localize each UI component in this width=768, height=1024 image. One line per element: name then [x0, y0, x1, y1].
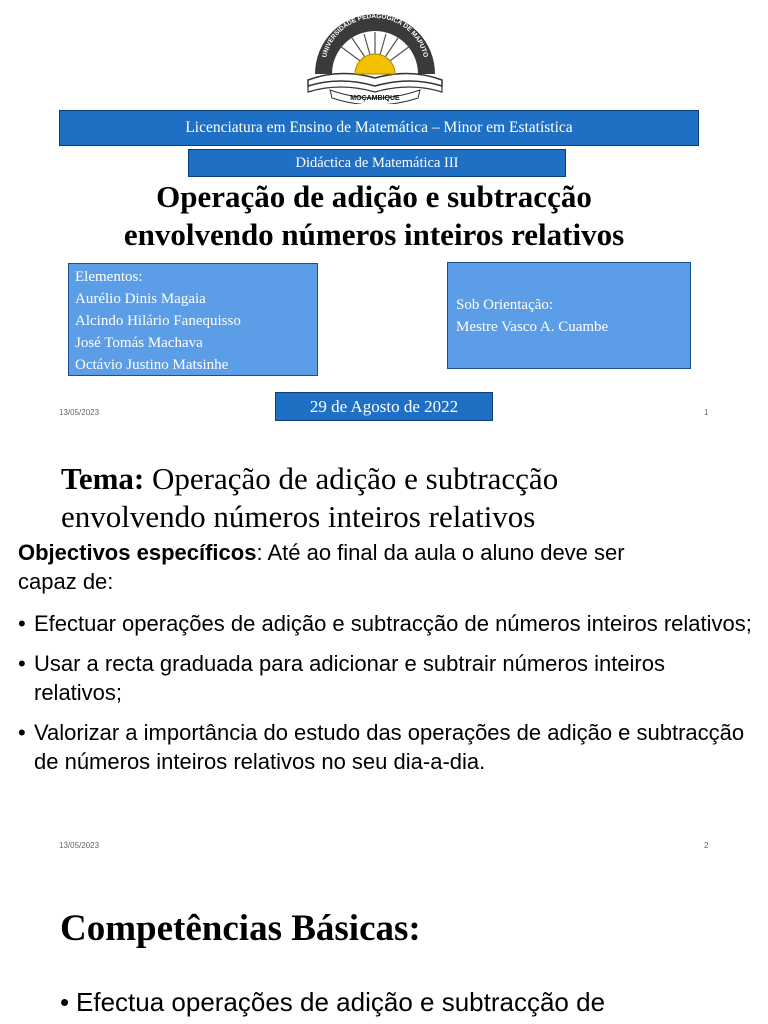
- objective-3: Valorizar a importância do estudo das operações de adição e subtracção de números inteiros relativos no seu dia-a-dia.: [34, 720, 745, 774]
- date-banner: [275, 392, 493, 421]
- university-logo: [300, 6, 450, 104]
- list-item: [18, 718, 753, 776]
- objectives-intro: [18, 538, 758, 596]
- supervisor-heading: Sob Orientação:: [456, 297, 554, 313]
- slide-2-footer-date: 13/05/2023: [59, 841, 100, 850]
- tema-text-2: envolvendo números inteiros relativos: [61, 499, 536, 534]
- members-heading: Elementos:: [75, 269, 143, 285]
- objective-2: Usar a recta graduada para adicionar e subtrair números inteiros relativos;: [34, 651, 665, 705]
- slide-3: [0, 865, 768, 1024]
- subject-banner: [188, 149, 566, 177]
- logo-banner-text: MOÇAMBIQUE: [350, 95, 400, 102]
- supervisor-box: [447, 262, 691, 369]
- tema-text-1: Operação de adição e subtracção: [144, 461, 559, 496]
- objective-1: Efectuar operações de adição e subtracção de números inteiros relativos;: [34, 611, 752, 636]
- slide-1: [0, 0, 768, 430]
- bullet-icon: •: [18, 611, 26, 636]
- list-item: [60, 985, 760, 1019]
- tema-label: Tema:: [61, 461, 145, 496]
- tema-heading: [61, 460, 751, 536]
- bullet-icon: •: [18, 720, 26, 745]
- bullet-icon: •: [18, 651, 26, 676]
- slide-3-title: Competências Básicas:: [60, 908, 421, 949]
- logo-arc-text: UNIVERSIDADE PEDAGÓGICA DE MAPUTO: [321, 12, 429, 59]
- slide-2: [0, 430, 768, 865]
- slide-2-page-number: 2: [704, 841, 709, 850]
- slide-title: [0, 178, 748, 254]
- member-4: Octávio Justino Matsinhe: [75, 357, 229, 373]
- list-item: [18, 649, 753, 707]
- list-item: [18, 609, 753, 638]
- objectives-label: Objectivos específicos: [18, 540, 257, 565]
- objectives-intro-text: : Até ao final da aula o aluno deve ser: [256, 540, 625, 565]
- objectives-intro-text-2: capaz de:: [18, 569, 114, 594]
- date-text: 29 de Agosto de 2022: [309, 397, 459, 416]
- member-2: Alcindo Hilário Fanequisso: [75, 313, 241, 329]
- course-banner: [59, 110, 699, 146]
- title-line-2: envolvendo números inteiros relativos: [123, 217, 625, 252]
- objectives-list: [18, 609, 753, 776]
- member-1: Aurélio Dinis Magaia: [75, 291, 206, 307]
- bullet-icon: •: [60, 987, 70, 1017]
- subject-text: Didáctica de Matemática III: [295, 155, 459, 171]
- course-text: Licenciatura em Ensino de Matemática – Minor em Estatística: [185, 119, 573, 136]
- title-line-1: Operação de adição e subtracção: [156, 179, 592, 214]
- members-box: [68, 263, 318, 376]
- slide-1-footer-date: 13/05/2023: [59, 408, 100, 417]
- competency-1: Efectua operações de adição e subtracção de: [76, 987, 606, 1017]
- member-3: José Tomás Machava: [75, 335, 203, 351]
- supervisor-name: Mestre Vasco A. Cuambe: [456, 319, 609, 335]
- competencies-list: [60, 985, 760, 1019]
- slide-1-page-number: 1: [704, 408, 709, 417]
